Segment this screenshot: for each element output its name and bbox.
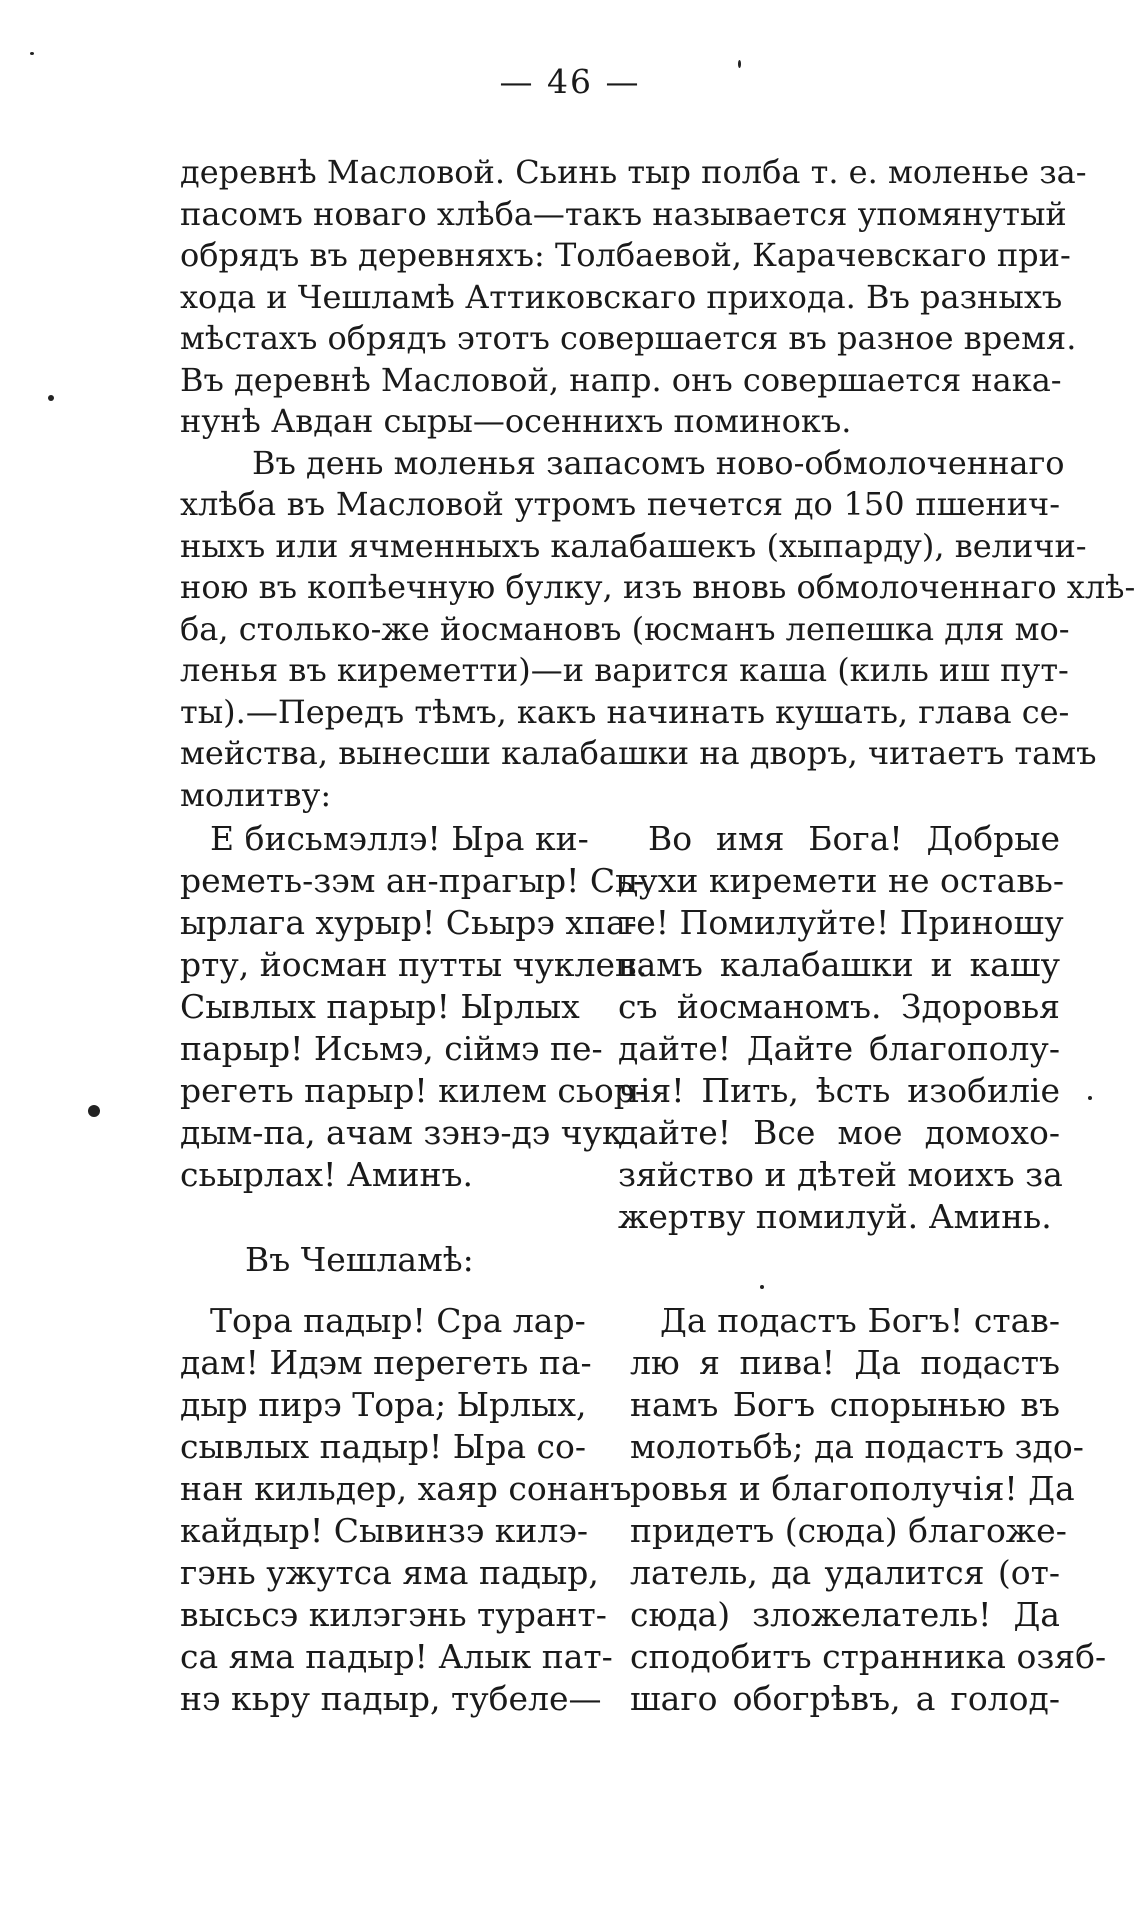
- text-line: ты).—Передъ тѣмъ, какъ начинать кушать, глава се-: [180, 692, 1070, 731]
- text-line: дайте! Все мое домохо-: [618, 1113, 1060, 1152]
- text-line: обрядъ въ деревняхъ: Толбаевой, Карачевскаго при-: [180, 236, 1071, 274]
- scan-speck: [760, 1285, 764, 1289]
- text-line: духи киремети не оставь-: [618, 861, 1065, 900]
- text-line: ба, столько-же йосмановъ (юсманъ лепешка для мо-: [180, 609, 1070, 648]
- text-line: чія! Пить, ѣсть изобиліе: [618, 1071, 1060, 1110]
- prayer2-russian-column: [630, 1300, 1107, 1720]
- text-line: дым-па, ачам зэнэ-дэ чук: [180, 1113, 623, 1152]
- text-line: са яма падыр! Алык пат-: [180, 1637, 613, 1676]
- scan-speck: [88, 1105, 100, 1117]
- intro-paragraphs: [180, 152, 1136, 816]
- text-line: намъ Богъ спорынью въ: [630, 1385, 1060, 1424]
- text-line: ровья и благополучія! Да: [630, 1469, 1075, 1508]
- scan-speck: [48, 395, 54, 401]
- text-line: зяйство и дѣтей моихъ за: [618, 1155, 1063, 1194]
- text-line: ленья въ киреметти)—и варится каша (киль иш пут-: [180, 651, 1069, 689]
- text-line: ною въ копѣечную булку, изъ вновь обмолоченнаго хлѣ-: [180, 568, 1136, 606]
- scan-speck: [30, 52, 34, 55]
- text-line: деревнѣ Масловой. Сьинь тыр полба т. е. моленье за-: [180, 153, 1087, 191]
- text-line: хлѣба въ Масловой утромъ печется до 150 пшенич-: [180, 485, 1060, 523]
- page-number: — 46 —: [499, 62, 641, 101]
- text-line: дам! Идэм перегеть па-: [180, 1343, 592, 1382]
- text-line: Во имя Бога! Добрые: [648, 819, 1060, 858]
- text-line: Е бисьмэллэ! Ыра ки-: [210, 819, 589, 858]
- text-line: ныхъ или ячменныхъ калабашекъ (хыпарду), величи-: [180, 526, 1087, 565]
- text-line: Сывлых парыр! Ырлых: [180, 987, 580, 1026]
- text-line: придетъ (сюда) благоже-: [630, 1511, 1067, 1550]
- text-line: высьсэ килэгэнь турант-: [180, 1595, 607, 1634]
- scan-speck: [738, 60, 741, 68]
- text-line: шаго обогрѣвъ, а голод-: [630, 1679, 1060, 1718]
- text-line: нэ кьру падыр, тубеле—: [180, 1679, 602, 1718]
- text-line: Да подастъ Богъ! став-: [660, 1301, 1060, 1340]
- text-line: Въ день моленья запасомъ ново-обмолоченнаго: [252, 443, 1065, 482]
- text-line: нунѣ Авдан сыры—осеннихъ поминокъ.: [180, 402, 852, 440]
- text-line: вамъ калабашки и кашу: [618, 945, 1060, 984]
- text-line: кайдыр! Сывинзэ килэ-: [180, 1511, 589, 1550]
- prayer1-russian-column: [618, 818, 1065, 1238]
- text-line: сывлых падыр! Ыра со-: [180, 1427, 587, 1466]
- text-line: гэнь ужутса яма падыр,: [180, 1553, 599, 1592]
- text-line: ырлага хурыр! Сьырэ хпа-: [180, 903, 637, 942]
- text-line: мейства, вынесши калабашки на дворъ, читаетъ тамъ: [180, 734, 1097, 772]
- text-line: пасомъ новаго хлѣба—такъ называется упомянутый: [180, 194, 1067, 233]
- text-line: сподобитъ странника озяб-: [630, 1637, 1107, 1676]
- prayer1-chuvash-column: [180, 818, 648, 1196]
- text-line: лю я пива! Да подастъ: [630, 1343, 1060, 1382]
- text-line: хода и Чешламѣ Аттиковскаго прихода. Въ разныхъ: [180, 277, 1063, 316]
- text-line: сюда) зложелатель! Да: [630, 1595, 1060, 1634]
- text-line: жертву помилуй. Аминь.: [618, 1197, 1052, 1236]
- text-line: регеть парыр! килем сьор-: [180, 1071, 646, 1110]
- text-line: нан кильдер, хаяр сонанъ: [180, 1469, 632, 1508]
- text-line: те! Помилуйте! Приношу: [618, 903, 1064, 942]
- text-line: сьырлах! Аминъ.: [180, 1155, 473, 1194]
- text-line: молотьбѣ; да подастъ здо-: [630, 1427, 1084, 1466]
- text-line: съ йосманомъ. Здоровья: [618, 987, 1060, 1026]
- text-line: реметь-зэм ан-прагыр! Сь-: [180, 861, 645, 900]
- text-line: дыр пирэ Тора; Ырлых,: [180, 1385, 587, 1424]
- text-line: Въ деревнѣ Масловой, напр. онъ совершается нака-: [180, 360, 1062, 399]
- text-line: парыр! Исьмэ, сіймэ пе-: [180, 1029, 603, 1068]
- scan-speck: [1088, 1096, 1092, 1100]
- subheading: Въ Чешламѣ:: [245, 1240, 474, 1279]
- text-line: рту, йосман путты чуклеп.: [180, 945, 648, 984]
- prayer2-chuvash-column: [180, 1300, 632, 1720]
- text-line: мѣстахъ обрядъ этотъ совершается въ разное время.: [180, 319, 1077, 357]
- text-line: Тора падыр! Сра лар-: [210, 1301, 586, 1340]
- text-line: молитву:: [180, 775, 332, 814]
- text-line: латель, да удалится (от-: [630, 1553, 1060, 1592]
- text-line: дайте! Дайте благополу-: [618, 1029, 1060, 1068]
